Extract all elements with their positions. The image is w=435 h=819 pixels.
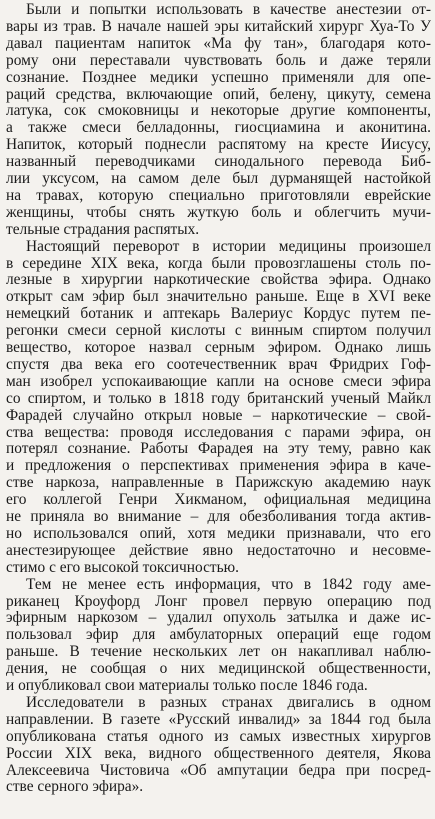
text-line: риканец Кроуфорд Лонг провел первую операцию под [6, 593, 431, 610]
text-line: его коллегой Генри Хикманом, официальная медицина [6, 492, 431, 509]
text-line: пользовал эфир для амбулаторных операций еще годом [6, 627, 431, 644]
text-line: но использовался опий, хотя медики признавали, что его [6, 525, 431, 542]
text-line: женщины, чтобы снять жуткую боль и облегчить мучи- [6, 204, 431, 221]
text-line: открыт сам эфир был значительно раньше. Еще в XVI веке [6, 289, 431, 306]
text-line: направлении. В газете «Русский инвалид» за 1844 год была [6, 711, 431, 728]
text-line: спустя два века его соотечественник врач Фридрих Гоф- [6, 356, 431, 373]
text-line: анестезирующее действие явно недостаточно и несовме- [6, 542, 431, 559]
text-line: и опубликовал свои материалы только после 1846 года. [6, 678, 368, 694]
text-line: стимо с его высокой токсичностью. [6, 559, 240, 576]
text-line: рому они переставали чувствовать боль и даже теряли [6, 52, 431, 69]
text-line: лезные в хирургии наркотические свойства эфира. Однако [6, 272, 431, 289]
text-line: сознание. Позднее медики успешно применяли для опе- [6, 69, 431, 86]
text-line: вары из трав. В начале нашей эры китайский хирург Хуа-То У [6, 18, 431, 35]
text-line: ства вещества: проводя исследования с парами эфира, он [6, 424, 431, 441]
text-line: дения, не сообщая о них медицинской общественности, [6, 661, 431, 678]
text-line: потерял сознание. Работы Фарадея на эту тему, равно как [6, 441, 431, 458]
text-line: раньше. В течение нескольких лет он накапливал наблю- [6, 644, 431, 661]
text-line: немецкий ботаник и аптекарь Валериус Кордус путем пе- [6, 306, 431, 323]
text-line: Фарадей случайно открыл новые – наркотические – свой- [6, 407, 431, 424]
text-line: Настоящий переворот в истории медицины произошел [26, 238, 431, 255]
text-line: эфирным наркозом – удалил опухоль затылка и даже ис- [6, 610, 431, 627]
text-line: Тем не менее есть информация, что в 1842 году аме- [26, 576, 431, 593]
text-line: давал пациентам напиток «Ма фу тан», благодаря кото- [6, 35, 431, 52]
text-line: стве наркоза, направленные в Парижскую академию наук [6, 475, 431, 492]
text-line: со спиртом, и только в 1818 году британский ученый Майкл [6, 390, 431, 407]
text-line: Алексеевича Чистовича «Об ампутации бедра при посред- [6, 762, 431, 779]
text-line: названный переводчиками синодального перевода Биб- [6, 154, 431, 171]
text-line: на травах, которую специально приготовляли еврейские [6, 187, 431, 204]
text-line: в середине XIX века, когда были провозглашены столь по- [6, 255, 431, 272]
text-line: раций средства, включающие опий, белену, цикуту, семена [6, 86, 431, 103]
text-line: регонки смеси серной кислоты с винным спиртом получил [6, 323, 431, 340]
text-line: Напиток, который поднесли распятому на кресте Иисусу, [6, 137, 431, 154]
text-line: латука, сок смоковницы и некоторые другие компоненты, [6, 103, 431, 120]
text-line: стве серного эфира». [6, 779, 144, 796]
text-line: Были и попытки использовать в качестве анестезии от- [26, 2, 431, 18]
text-line: Исследователи в разных странах двигались в одном [26, 694, 431, 711]
text-line: тельные страдания распятых. [6, 221, 200, 238]
text-line: и предложения о перспективах применения эфира в каче- [6, 458, 431, 475]
text-line: не приняла во внимание – для обезболивания тогда актив- [6, 509, 431, 525]
text-line: лии уксусом, на самом деле был дурманящей настойкой [6, 171, 431, 187]
text-line: ман изобрел успокаивающие капли на основе смеси эфира [6, 373, 431, 390]
text-line: а также смеси белладонны, гиосциамина и аконитина. [6, 120, 431, 137]
text-line: опубликована статья одного из самых известных хирургов [6, 728, 431, 745]
text-line: России XIX века, видного общественного деятеля, Якова [6, 745, 431, 762]
text-line: вещество, которое назвал серным эфиром. Однако лишь [6, 340, 431, 356]
